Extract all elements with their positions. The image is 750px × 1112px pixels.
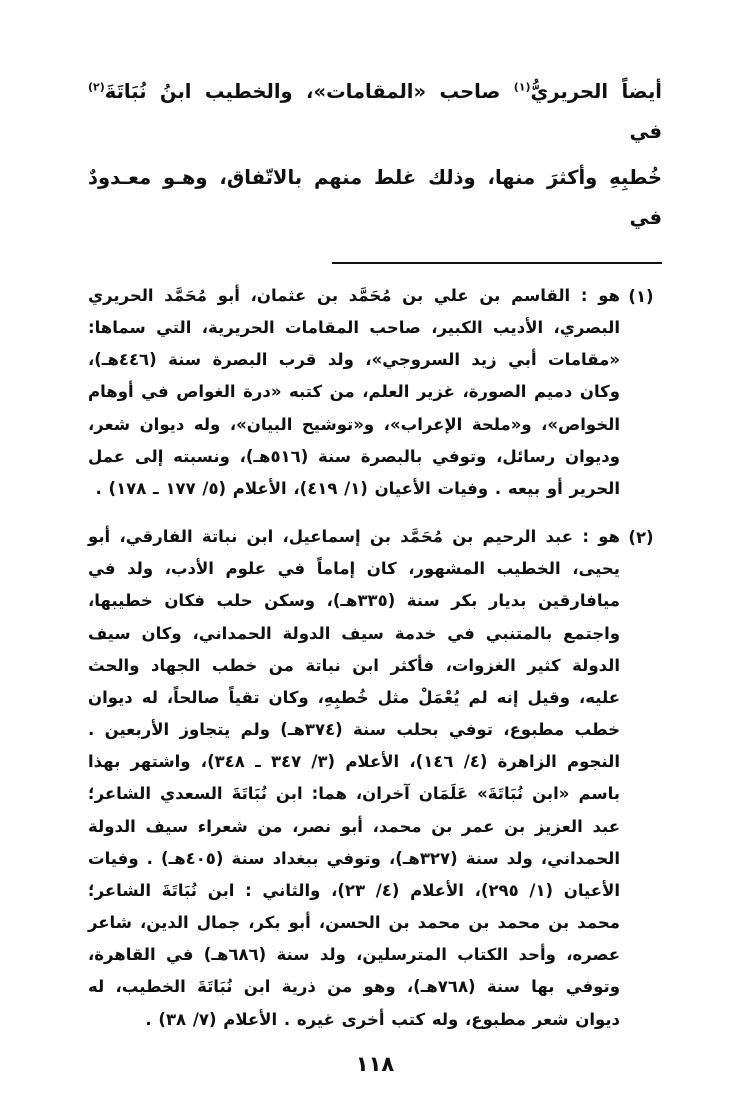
footnote-item xyxy=(88,521,662,1036)
main-body-text xyxy=(88,72,662,244)
footnote-separator-rule xyxy=(332,262,662,264)
footnote-ref-2: (٢) xyxy=(88,80,105,94)
footnote-item xyxy=(88,280,662,505)
main-text-segment-a: أيضاً الحريريُّ xyxy=(530,80,662,103)
footnote-ref-1: (١) xyxy=(513,80,531,94)
main-text-line-1 xyxy=(88,72,662,152)
page-number: ١١٨ xyxy=(355,1051,395,1076)
main-text-segment-b: صاحب «المقامات»، والخطيب ابنُ نُبَاتَةَ xyxy=(104,80,514,103)
footnote-marker: (١) xyxy=(628,286,654,306)
main-text-line-2: خُطبِهِ وأكثرَ منها، وذلك غلط منهم بالاتّفاق، وهـو معـدودٌ في xyxy=(88,165,662,229)
main-text-segment-c: في xyxy=(629,119,662,143)
footnote-marker: (٢) xyxy=(628,528,654,548)
footnotes-section xyxy=(88,280,662,1052)
footnote-text: هو : عبد الرحيم بن مُحَمَّد بن إسماعيل، ابن نباتة الفارقي، أبو يحيى، الخطيب المشهور، كان إماماً في علوم الأدب، ولد في ميافارقين بديار بكر سنة (٣٣٥هـ)، وسكن حلب فكان خطيبها، واجتمع بالمتنبي في خدمة سيف الدولة الحمداني، وكان سيف الدولة كثير الغزوات، فأكثر ابن نباتة من خطب الجهاد والحث عليه، وقيل إنه لم يُعْمَلْ مثل خُطبِهِ، وكان تقياً صالحاً، له ديوان خطب مطبوع، توفي بحلب سنة (٣٧٤هـ) ولم يتجاوز الأربعين . النجوم الزاهرة (٤/ ١٤٦)، الأعلام (٣/ ٣٤٧ ـ ٣٤٨)، واشتهر بهذا باسم «ابن نُبَاتَةَ» عَلَمَان آخران، هما: ابن نُبَاتَةَ السعدي الشاعر؛ عبد العزيز بن عمر بن محمد، أبو نصر، من شعراء سيف الدولة الحمداني، ولد سنة (٣٢٧هـ)، وتوفي ببغداد سنة (٤٠٥هـ) . وفيات الأعيان (١/ ٢٩٥)، الأعلام (٤/ ٢٣)، والثاني : ابن نُبَاتَةَ الشاعر؛ محمد بن محمد بن محمد بن الحسن، أبو بكر، جمال الدين، شاعر عصره، وأحد الكتاب المترسلين، ولد سنة (٦٨٦هـ) في القاهرة، وتوفي بها سنة (٧٦٨هـ)، وهو من ذرية ابن نُبَاتَةَ الخطيب، له ديوان شعر مطبوع، وله كتب أخرى غيره . الأعلام (٧/ ٣٨) . xyxy=(88,527,621,1029)
footnote-text: هو : القاسم بن علي بن مُحَمَّد بن عثمان، أبو مُحَمَّد الحريري البصري، الأديب الكبير، صاحب المقامات الحريرية، التي سماها: «مقامات أبي زيد السروجي»، ولد قرب البصرة سنة (٤٤٦هـ)، وكان دميم الصورة، غزير العلم، من كتبه «درة الغواص في أوهام الخواص»، و«ملحة الإعراب»، و«توشيح البيان»، وله ديوان شعر، وديوان رسائل، وتوفي بالبصرة سنة (٥١٦هـ)، ونسبته إلى عمل الحرير أو بيعه . وفيات الأعيان (١/ ٤١٩)، الأعلام (٥/ ١٧٧ ـ ١٧٨) . xyxy=(88,285,620,498)
